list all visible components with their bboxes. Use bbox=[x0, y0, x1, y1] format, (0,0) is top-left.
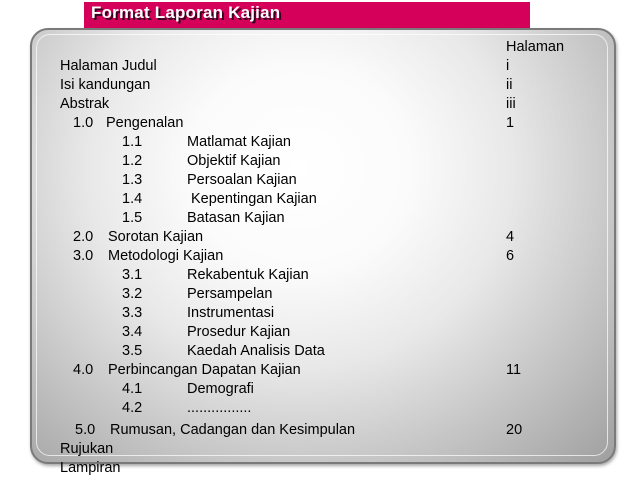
toc-entry-number: 3.0 bbox=[73, 248, 94, 264]
toc-entry-text: Halaman Judul bbox=[60, 58, 157, 74]
toc-entry-text: Pengenalan bbox=[106, 115, 184, 131]
toc-subentry-text: Batasan Kajian bbox=[187, 210, 285, 226]
toc-subentry-text: Objektif Kajian bbox=[187, 153, 281, 169]
toc-entry-text: Rujukan bbox=[60, 441, 114, 457]
toc-subentry-number: 4.1 bbox=[122, 381, 143, 397]
toc-entry-text: Perbincangan Dapatan Kajian bbox=[108, 362, 301, 378]
toc-subentry-number: 3.5 bbox=[122, 343, 143, 359]
toc-entry-text: Rumusan, Cadangan dan Kesimpulan bbox=[110, 422, 356, 438]
page-column-header: Halaman bbox=[506, 39, 565, 55]
toc-entry-number: 5.0 bbox=[75, 422, 96, 438]
toc-entry-text: Isi kandungan bbox=[60, 77, 151, 93]
toc-subentry-text: Kaedah Analisis Data bbox=[187, 343, 325, 359]
toc-subentry-number: 3.3 bbox=[122, 305, 143, 321]
toc-entry-page: i bbox=[506, 58, 510, 74]
toc-subentry-text: Persoalan Kajian bbox=[187, 172, 297, 188]
toc-entry-page: 20 bbox=[506, 422, 523, 438]
toc-entry-text: Lampiran bbox=[60, 460, 121, 476]
toc-subentry-text: Instrumentasi bbox=[187, 305, 275, 321]
toc-subentry-number: 1.2 bbox=[122, 153, 143, 169]
toc-entry-page: 4 bbox=[506, 229, 515, 245]
toc-subentry-number: 4.2 bbox=[122, 400, 143, 416]
toc-subentry-number: 3.1 bbox=[122, 267, 143, 283]
toc-entry-page: iii bbox=[506, 96, 516, 112]
toc-entry-number: 2.0 bbox=[73, 229, 94, 245]
slide-title: Format Laporan Kajian bbox=[91, 3, 281, 22]
toc-subentry-number: 1.4 bbox=[122, 191, 143, 207]
toc-subentry-text: Rekabentuk Kajian bbox=[187, 267, 309, 283]
toc-subentry-number: 1.5 bbox=[122, 210, 143, 226]
toc-subentry-text: Persampelan bbox=[187, 286, 273, 302]
toc-subentry-number: 1.1 bbox=[122, 134, 143, 150]
toc-subentry-number: 3.4 bbox=[122, 324, 143, 340]
toc-entry-page: ii bbox=[506, 77, 513, 93]
toc-subentry-text: Kepentingan Kajian bbox=[191, 191, 317, 207]
toc-entry-page: 6 bbox=[506, 248, 515, 264]
toc-subentry-number: 1.3 bbox=[122, 172, 143, 188]
toc-subentry-text: Demografi bbox=[187, 381, 254, 397]
toc-entry-page: 1 bbox=[506, 115, 515, 131]
toc-subentry-text: ................ bbox=[187, 400, 252, 416]
toc-entry-page: 11 bbox=[506, 362, 522, 378]
toc-entry-number: 4.0 bbox=[73, 362, 94, 378]
toc-entry-text: Sorotan Kajian bbox=[108, 229, 204, 245]
toc-entry-text: Abstrak bbox=[60, 96, 110, 112]
toc-subentry-text: Matlamat Kajian bbox=[187, 134, 291, 150]
toc-subentry-number: 3.2 bbox=[122, 286, 143, 302]
toc-entry-text: Metodologi Kajian bbox=[108, 248, 224, 264]
toc-subentry-text: Prosedur Kajian bbox=[187, 324, 291, 340]
toc-entry-number: 1.0 bbox=[73, 115, 94, 131]
